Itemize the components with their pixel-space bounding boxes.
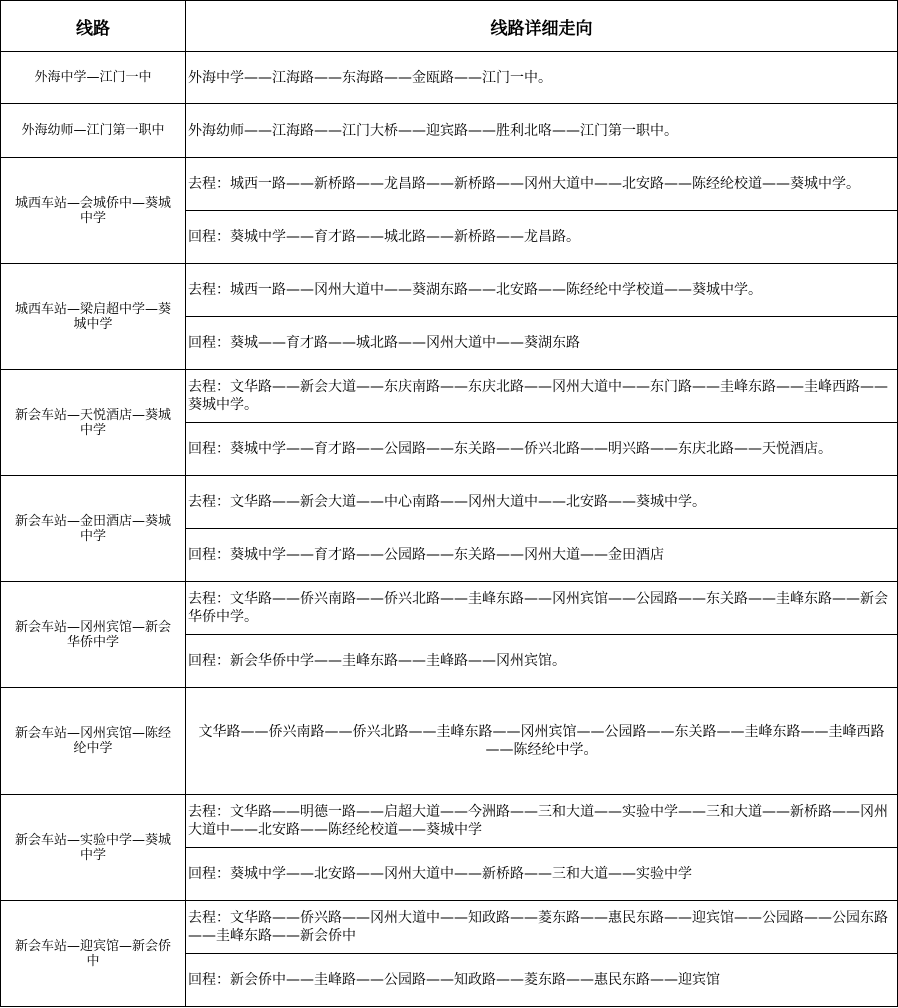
route-name: 外海中学—江门一中 (1, 52, 186, 104)
route-name: 新会车站—天悦酒店—葵城中学 (1, 370, 186, 476)
route-go: 去程：城西一路——新桥路——龙昌路——新桥路——冈州大道中——北安路——陈经纶校道——葵城中学。 (186, 158, 898, 211)
header-row (1, 1, 898, 52)
route-back: 回程：葵城中学——育才路——公园路——东关路——冈州大道——金田酒店 (186, 529, 898, 582)
table-row (1, 104, 898, 158)
route-go: 去程：文华路——新会大道——中心南路——冈州大道中——北安路——葵城中学。 (186, 476, 898, 529)
route-back: 回程：葵城中学——育才路——公园路——东关路——侨兴北路——明兴路——东庆北路——天悦酒店。 (186, 423, 898, 476)
route-name: 城西车站—梁启超中学—葵城中学 (1, 264, 186, 370)
route-back: 回程：新会华侨中学——圭峰东路——圭峰路——冈州宾馆。 (186, 635, 898, 688)
route-name: 城西车站—会城侨中—葵城中学 (1, 158, 186, 264)
table-row (1, 158, 898, 211)
header-detail: 线路详细走向 (186, 1, 898, 52)
route-name: 新会车站—实验中学—葵城中学 (1, 795, 186, 901)
route-name: 新会车站—迎宾馆—新会侨中 (1, 901, 186, 1007)
table-row (1, 52, 898, 104)
route-go: 去程：文华路——侨兴南路——侨兴北路——圭峰东路——冈州宾馆——公园路——东关路——圭峰东路——新会华侨中学。 (186, 582, 898, 635)
route-name: 新会车站—冈州宾馆—陈经纶中学 (1, 688, 186, 795)
route-detail: 外海中学——江海路——东海路——金瓯路——江门一中。 (186, 52, 898, 104)
route-detail: 外海幼师——江海路——江门大桥——迎宾路——胜利北咯——江门第一职中。 (186, 104, 898, 158)
route-name: 新会车站—金田酒店—葵城中学 (1, 476, 186, 582)
table-row (1, 370, 898, 423)
route-go: 去程：文华路——新会大道——东庆南路——东庆北路——冈州大道中——东门路——圭峰东路——圭峰西路——葵城中学。 (186, 370, 898, 423)
table-row (1, 901, 898, 954)
route-back: 回程：葵城中学——北安路——冈州大道中——新桥路——三和大道——实验中学 (186, 848, 898, 901)
table-row (1, 476, 898, 529)
route-go: 去程：文华路——侨兴路——冈州大道中——知政路——菱东路——惠民东路——迎宾馆——公园路——公园东路——圭峰东路——新会侨中 (186, 901, 898, 954)
table-row (1, 264, 898, 317)
table-row (1, 582, 898, 635)
table-row (1, 795, 898, 848)
route-name: 新会车站—冈州宾馆—新会华侨中学 (1, 582, 186, 688)
header-route: 线路 (1, 1, 186, 52)
route-detail: 文华路——侨兴南路——侨兴北路——圭峰东路——冈州宾馆——公园路——东关路——圭峰东路——圭峰西路——陈经纶中学。 (186, 688, 898, 795)
route-name: 外海幼师—江门第一职中 (1, 104, 186, 158)
route-back: 回程：葵城——育才路——城北路——冈州大道中——葵湖东路 (186, 317, 898, 370)
table-row (1, 688, 898, 795)
route-go: 去程：文华路——明德一路——启超大道——今洲路——三和大道——实验中学——三和大道——新桥路——冈州大道中——北安路——陈经纶校道——葵城中学 (186, 795, 898, 848)
route-back: 回程：葵城中学——育才路——城北路——新桥路——龙昌路。 (186, 211, 898, 264)
route-back: 回程：新会侨中——圭峰路——公园路——知政路——菱东路——惠民东路——迎宾馆 (186, 954, 898, 1007)
route-go: 去程：城西一路——冈州大道中——葵湖东路——北安路——陈经纶中学校道——葵城中学。 (186, 264, 898, 317)
